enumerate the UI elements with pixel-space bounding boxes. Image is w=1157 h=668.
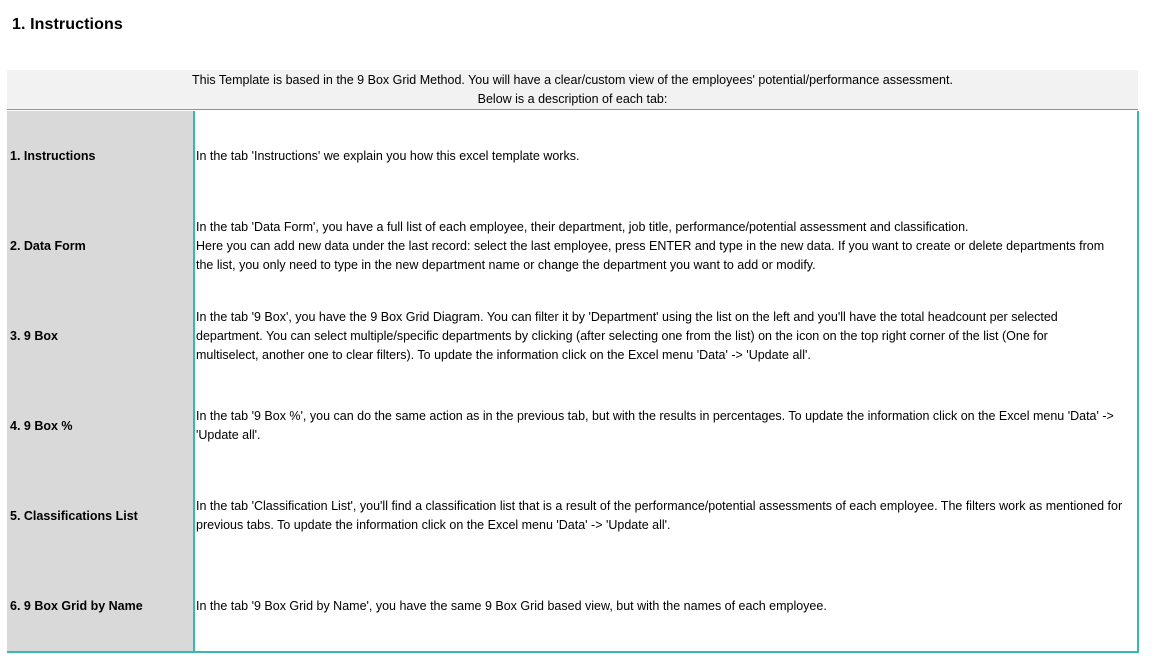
table-row [7,111,1137,201]
description-line: In the tab 'Classification List', you'll find a classification list that is a result of the performance/potential assessments of each employee. The filters work as mentioned for [196,499,1123,513]
tab-label-data-form[interactable]: 2. Data Form [10,239,86,253]
table-row [7,381,1137,471]
tab-label-9-box-percent[interactable]: 4. 9 Box % [10,419,73,433]
tab-description [196,308,1136,365]
tab-label-classifications-list[interactable]: 5. Classifications List [10,509,138,523]
description-line: department. You can select multiple/specific departments by clicking (after selecting one from the list) on the icon on the top right corner of the list (One for [196,329,1048,343]
tab-description [196,218,1136,275]
table-row [7,561,1137,651]
intro-line-1: This Template is based in the 9 Box Grid Method. You will have a clear/custom view of the employees' potential/performance assessment. [192,73,953,87]
description-line: multiselect, another one to clear filters). To update the information click on the Excel menu 'Data' -> 'Update all'. [196,348,811,362]
tab-label-instructions[interactable]: 1. Instructions [10,149,96,163]
tab-label-9-box[interactable]: 3. 9 Box [10,329,58,343]
description-line: 'Update all'. [196,428,261,442]
description-line: In the tab '9 Box Grid by Name', you have the same 9 Box Grid based view, but with the names of each employee. [196,599,827,613]
page-title: 1. Instructions [12,16,123,33]
table-row [7,201,1137,291]
table-row [7,471,1137,561]
table-right-border [1137,111,1139,651]
tab-description [196,597,1136,616]
tab-description [196,497,1136,535]
table-bottom-border [7,651,1139,653]
tab-description [196,407,1136,445]
description-line: In the tab 'Data Form', you have a full list of each employee, their department, job title, performance/potential assessment and classification. [196,220,969,234]
description-line: the list, you only need to type in the new department name or change the department you want to add or modify. [196,258,816,272]
tab-label-9-box-grid-by-name[interactable]: 6. 9 Box Grid by Name [10,599,143,613]
description-line: Here you can add new data under the last record: select the last employee, press ENTER and type in the new data. If you want to create or delete departments from [196,239,1105,253]
tab-description [196,147,1136,166]
description-line: previous tabs. To update the information click on the Excel menu 'Data' -> 'Update all'. [196,518,671,532]
instructions-table [7,111,1139,653]
description-line: In the tab '9 Box', you have the 9 Box Grid Diagram. You can filter it by 'Department' using the list on the left and you'll have the total headcount per selected [196,310,1058,324]
table-row [7,291,1137,381]
intro-banner [7,70,1138,110]
description-line: In the tab 'Instructions' we explain you how this excel template works. [196,149,580,163]
intro-line-2: Below is a description of each tab: [477,92,668,106]
description-line: In the tab '9 Box %', you can do the same action as in the previous tab, but with the results in percentages. To update the information click on the Excel menu 'Data' -> [196,409,1114,423]
